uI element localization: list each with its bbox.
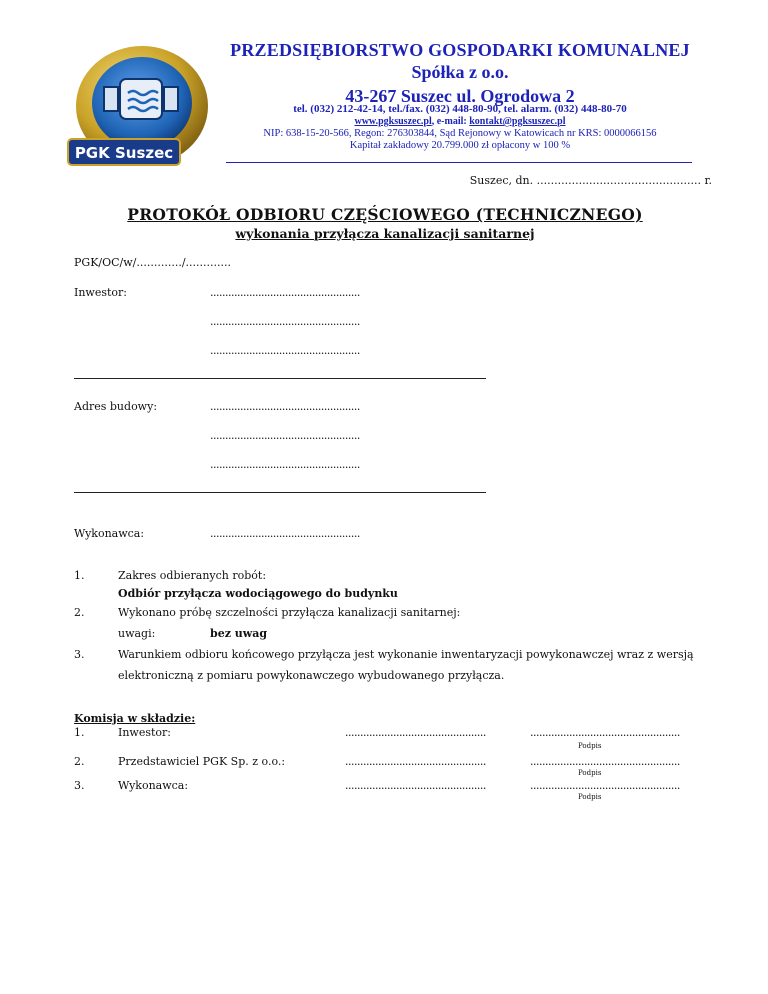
member-signature-field[interactable]: .................................................. [530, 779, 680, 792]
member-name-field[interactable]: ............................................... [345, 755, 486, 768]
contractor-label: Wykonawca: [74, 527, 145, 540]
signature-label: Podpis [578, 793, 602, 801]
item-text-continued: elektroniczną z pomiaru powykonawczego wybudowanego przyłącza. [118, 669, 505, 682]
address-label: Adres budowy: [74, 400, 158, 413]
address-field-2[interactable]: .................................................. [210, 429, 360, 442]
header-divider [226, 162, 692, 163]
investor-field-3[interactable]: .................................................. [210, 344, 360, 357]
company-registry: NIP: 638-15-20-566, Regon: 276303844, Sąd Rejonowy w Katowicach nr KRS: 0000066156 [263, 128, 657, 139]
remarks-label: uwagi: [118, 627, 156, 640]
company-address: 43-267 Suszec ul. Ogrodowa 2 [345, 86, 575, 106]
member-name-field[interactable]: ............................................... [345, 726, 486, 739]
commission-heading: Komisja w składzie: [74, 712, 196, 725]
website-link[interactable]: www.pgksuszec.pl [354, 116, 432, 127]
member-signature-field[interactable]: .................................................. [530, 755, 680, 768]
company-name: PRZEDSIĘBIORSTWO GOSPODARKI KOMUNALNEJ [230, 40, 690, 60]
logo-text: PGK Suszec [74, 144, 174, 162]
email-link[interactable]: kontakt@pgksuszec.pl [469, 116, 566, 127]
address-field-3[interactable]: .................................................. [210, 458, 360, 471]
date-line: Suszec, dn. ............................................... r. [469, 174, 712, 187]
remarks-value: bez uwag [210, 627, 268, 640]
item-number: 2. [74, 606, 85, 619]
investor-field-2[interactable]: .................................................. [210, 315, 360, 328]
section-divider [74, 378, 486, 379]
company-type: Spółka z o.o. [411, 62, 509, 82]
company-web-line [190, 116, 730, 127]
document-subtitle: wykonania przyłącza kanalizacji sanitarnej [235, 226, 535, 241]
section-divider [74, 492, 486, 493]
member-signature-field[interactable]: .................................................. [530, 726, 680, 739]
member-name-field[interactable]: ............................................... [345, 779, 486, 792]
company-phones: tel. (032) 212-42-14, tel./fax. (032) 448-80-90, tel. alarm. (032) 448-80-70 [293, 103, 627, 115]
contractor-field[interactable]: .................................................. [210, 527, 360, 540]
signature-label: Podpis [578, 769, 602, 777]
member-number: 3. [74, 779, 85, 792]
member-role: Przedstawiciel PGK Sp. z o.o.: [118, 755, 286, 768]
member-role: Inwestor: [118, 726, 172, 739]
item-text: Wykonano próbę szczelności przyłącza kanalizacji sanitarnej: [118, 606, 461, 619]
item-detail: Odbiór przyłącza wodociągowego do budynku [118, 587, 398, 600]
email-prefix: , e-mail: [431, 116, 470, 127]
member-number: 1. [74, 726, 85, 739]
item-text: Zakres odbieranych robót: [118, 569, 267, 582]
member-role: Wykonawca: [118, 779, 189, 792]
item-number: 1. [74, 569, 85, 582]
signature-label: Podpis [578, 742, 602, 750]
item-text: Warunkiem odbioru końcowego przyłącza jest wykonanie inwentaryzacji powykonawczej wraz z wersją [118, 648, 694, 661]
address-field-1[interactable]: .................................................. [210, 400, 360, 413]
item-number: 3. [74, 648, 85, 661]
document-title: PROTOKÓŁ ODBIORU CZĘŚCIOWEGO (TECHNICZNEGO) [127, 205, 643, 224]
member-number: 2. [74, 755, 85, 768]
investor-label: Inwestor: [74, 286, 128, 299]
company-capital: Kapitał zakładowy 20.799.000 zł opłacony w 100 % [349, 140, 571, 151]
investor-field-1[interactable]: .................................................. [210, 286, 360, 299]
reference-number: PGK/OC/w/............./............. [74, 256, 231, 269]
